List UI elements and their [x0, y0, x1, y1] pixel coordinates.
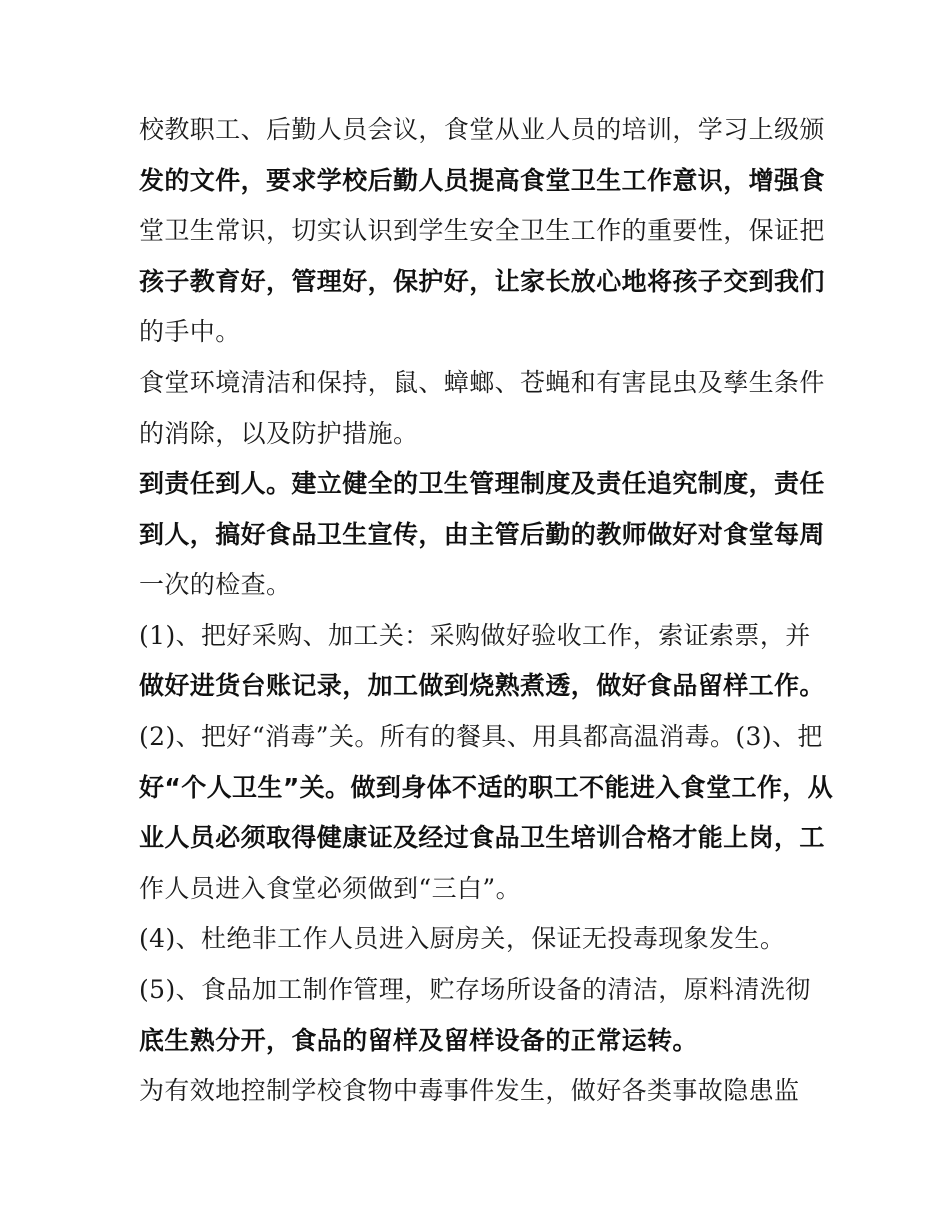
text-line-13: (2)、把好“消毒”关。所有的餐具、用具都高温消毒。(3)、把 — [139, 722, 823, 751]
text-line-19: 底生熟分开，食品的留样及留样设备的正常运转。 — [139, 1026, 698, 1055]
text-line-4: 孩子教育好，管理好，保护好，让家长放心地将孩子交到我们 — [139, 267, 825, 296]
text-line-1: 校教职工、后勤人员会议，食堂从业人员的培训，学习上级颁 — [139, 115, 825, 144]
text-line-14: 好“个人卫生”关。做到身体不适的职工不能进入食堂工作，从 — [139, 773, 834, 802]
text-line-11: (1)、把好采购、加工关：采购做好验收工作，索证索票，并 — [139, 621, 811, 650]
text-line-5: 的手中。 — [139, 317, 241, 346]
text-line-17: (4)、杜绝非工作人员进入厨房关，保证无投毒现象发生。 — [139, 924, 786, 953]
text-line-7: 的消除，以及防护措施。 — [139, 419, 419, 448]
text-line-16: 作人员进入食堂必须做到“三白”。 — [139, 874, 521, 903]
text-line-6: 食堂环境清洁和保持，鼠、蟑螂、苍蝇和有害昆虫及孳生条件 — [139, 368, 825, 397]
text-line-18: (5)、食品加工制作管理，贮存场所设备的清洁，原料清洗彻 — [139, 975, 811, 1004]
text-line-15: 业人员必须取得健康证及经过食品卫生培训合格才能上岗，工 — [139, 823, 825, 852]
text-line-20: 为有效地控制学校食物中毒事件发生，做好各类事故隐患监 — [139, 1076, 800, 1105]
text-line-8: 到责任到人。建立健全的卫生管理制度及责任追究制度，责任 — [139, 469, 825, 498]
text-line-10: 一次的检查。 — [139, 570, 292, 599]
text-line-9: 到人，搞好食品卫生宣传，由主管后勤的教师做好对食堂每周 — [139, 520, 825, 549]
text-line-12: 做好进货台账记录，加工做到烧熟煮透，做好食品留样工作。 — [139, 671, 825, 700]
text-line-2: 发的文件，要求学校后勤人员提高食堂卫生工作意识，增强食 — [139, 166, 825, 195]
text-line-3: 堂卫生常识，切实认识到学生安全卫生工作的重要性，保证把 — [139, 216, 825, 245]
